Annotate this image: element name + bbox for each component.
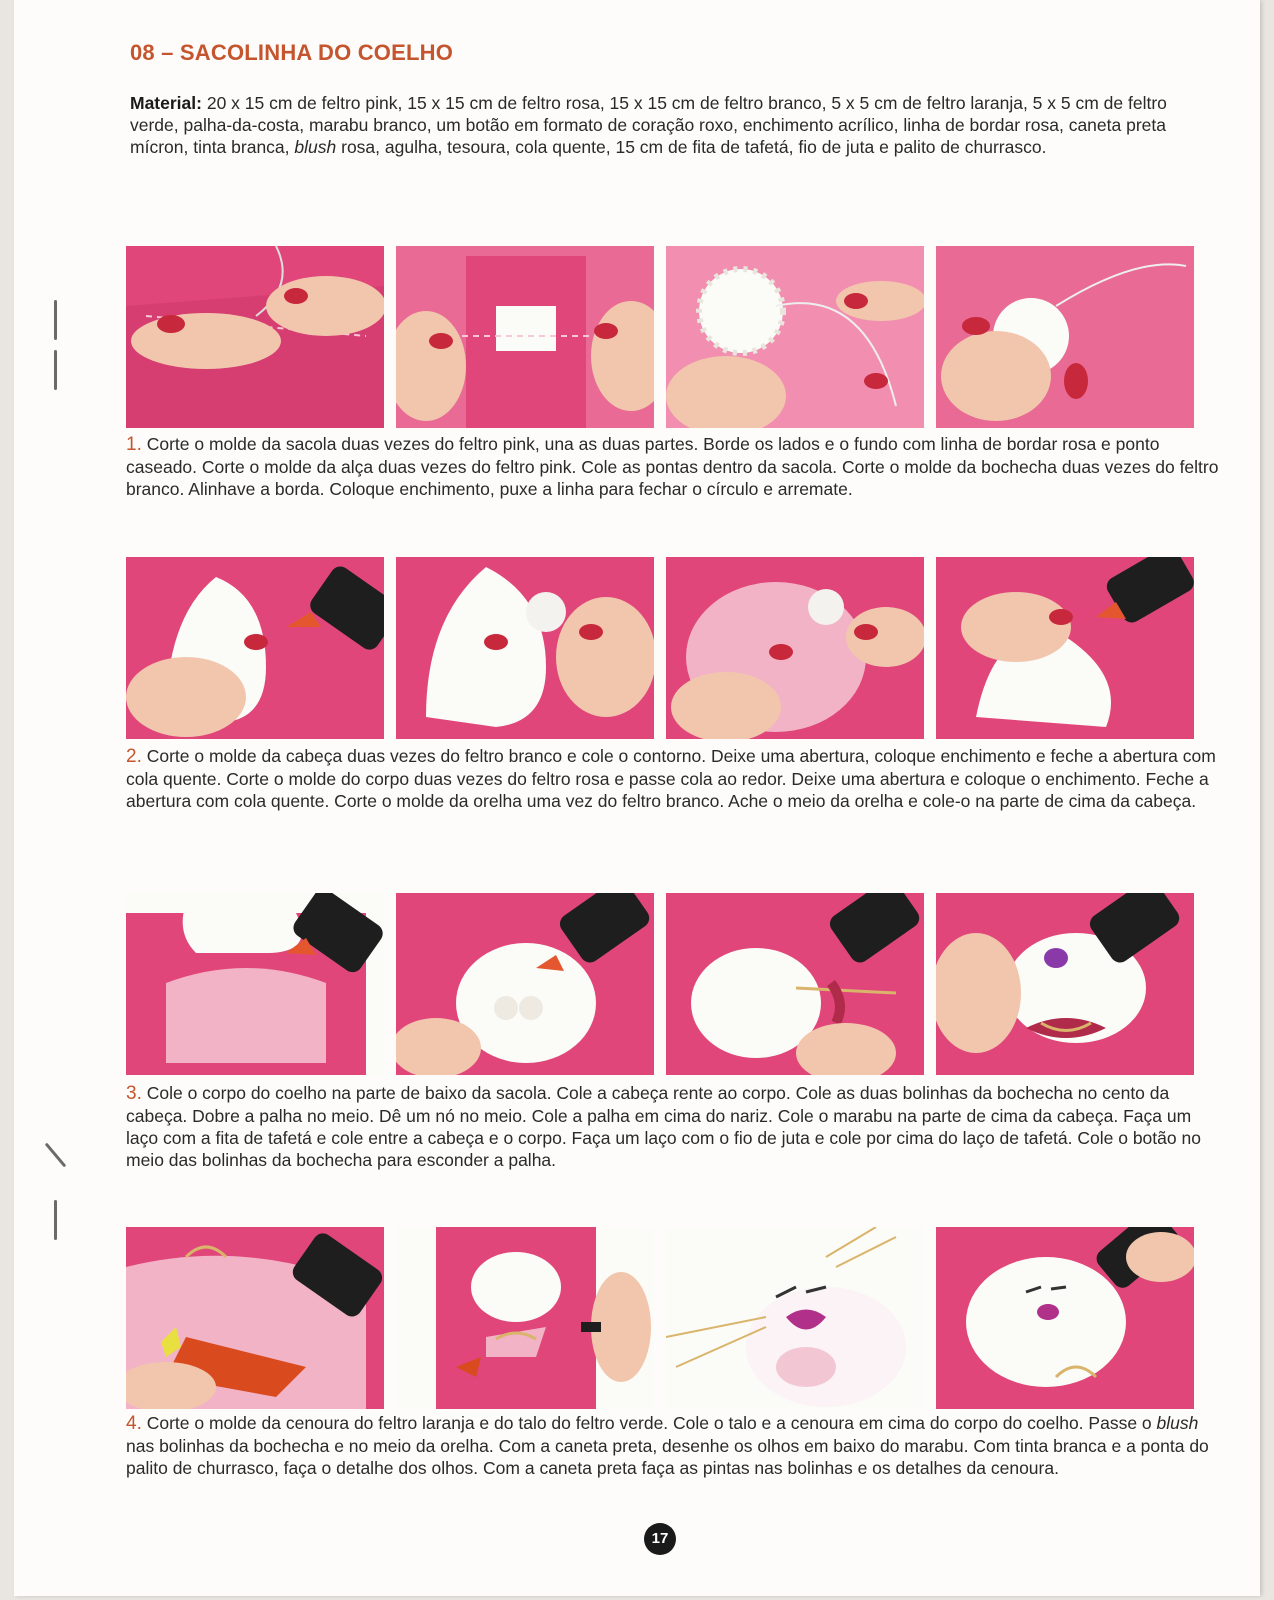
step-photo [666,1227,924,1409]
step-text-emphasis: blush [1156,1413,1199,1433]
photo-row-step-2 [126,557,1226,739]
materials-paragraph [130,92,1220,158]
step-text: Corte o molde da cenoura do feltro laranja e do talo do feltro verde. Cole o talo e a cenoura em cima do corpo do coelho. Passe o [146,1413,1152,1433]
step-text: Cole o corpo do coelho na parte de baixo da sacola. Cole a cabeça rente ao corpo. Cole as duas bolinhas da bochecha no cento da cabeça. Dobre a palha no meio. Dê um nó no meio. Cole a palha em cima do nariz. Cole o marabu na parte de cima da cabeça. Faça um laço com a fita de tafetá e cole entre a cabeça e o corpo. Faça um laço com o fio de juta e cole por cima do laço de tafetá. Cole o botão no meio das bolinhas da bochecha para esconder a palha. [126,1083,1201,1170]
step-4-text [126,1412,1226,1479]
photo-row-step-4 [126,1227,1226,1409]
step-photo [666,557,924,739]
step-text: Corte o molde da sacola duas vezes do feltro pink, una as duas partes. Borde os lados e o fundo com linha de bordar rosa e ponto caseado. Corte o molde da alça duas vezes do feltro pink. Cole as pontas dentro da sacola. Corte o molde da bochecha duas vezes do feltro branco. Alinhave a borda. Coloque enchimento, puxe a linha para fechar o círculo e arremate. [126,434,1219,499]
photo-row-step-1 [126,246,1226,428]
step-number: 3. [126,1083,142,1104]
magazine-page [14,0,1260,1596]
materials-text: 20 x 15 cm de feltro pink, 15 x 15 cm de feltro rosa, 15 x 15 cm de feltro branco, 5 x 5 cm de feltro laranja, 5 x 5 cm de feltro verde, palha-da-costa, marabu branco, um botão em formato de coração roxo, enchimento acrílico, linha de bordar rosa, caneta preta mícron, tinta branca, [130,93,1167,157]
binding-mark [54,350,57,390]
step-text-end: nas bolinhas da bochecha e no meio da orelha. Com a caneta preta, desenhe os olhos em baixo do marabu. Com tinta branca e a ponta do palito de churrasco, faça o detalhe dos olhos. Com a caneta preta faça as pintas nas bolinhas e os detalhes da cenoura. [126,1436,1209,1478]
step-3-text [126,1082,1226,1171]
step-number: 1. [126,434,142,455]
photo-row-step-3 [126,893,1226,1075]
step-photo [666,893,924,1075]
step-number: 4. [126,1413,142,1434]
binding-mark [54,1200,57,1240]
step-number: 2. [126,746,142,767]
step-text: Corte o molde da cabeça duas vezes do feltro branco e cole o contorno. Deixe uma abertura, coloque enchimento e feche a abertura com cola quente. Corte o molde do corpo duas vezes do feltro rosa e passe cola ao redor. Deixe uma abertura e coloque o enchimento. Feche a abertura com cola quente. Corte o molde da orelha uma vez do feltro branco. Ache o meio da orelha e cole-o na parte de cima da cabeça. [126,746,1216,811]
binding-mark [54,300,57,340]
step-photo [396,246,654,428]
materials-text-end: rosa, agulha, tesoura, cola quente, 15 cm de fita de tafetá, fio de juta e palito de churrasco. [341,137,1047,157]
step-photo [396,1227,654,1409]
step-photo [126,1227,384,1409]
step-photo [126,557,384,739]
step-photo [936,1227,1194,1409]
step-photo [936,893,1194,1075]
binding-mark [45,1143,67,1168]
step-photo [126,893,384,1075]
step-photo [396,893,654,1075]
materials-emphasis: blush [294,137,337,157]
materials-label: Material: [130,93,202,113]
step-photo [396,557,654,739]
step-2-text [126,745,1226,812]
page-number: 17 [644,1523,676,1555]
step-photo [936,246,1194,428]
step-photo [936,557,1194,739]
page-title: 08 – SACOLINHA DO COELHO [130,40,454,65]
step-photo [666,246,924,428]
step-photo [126,246,384,428]
step-1-text [126,433,1226,500]
